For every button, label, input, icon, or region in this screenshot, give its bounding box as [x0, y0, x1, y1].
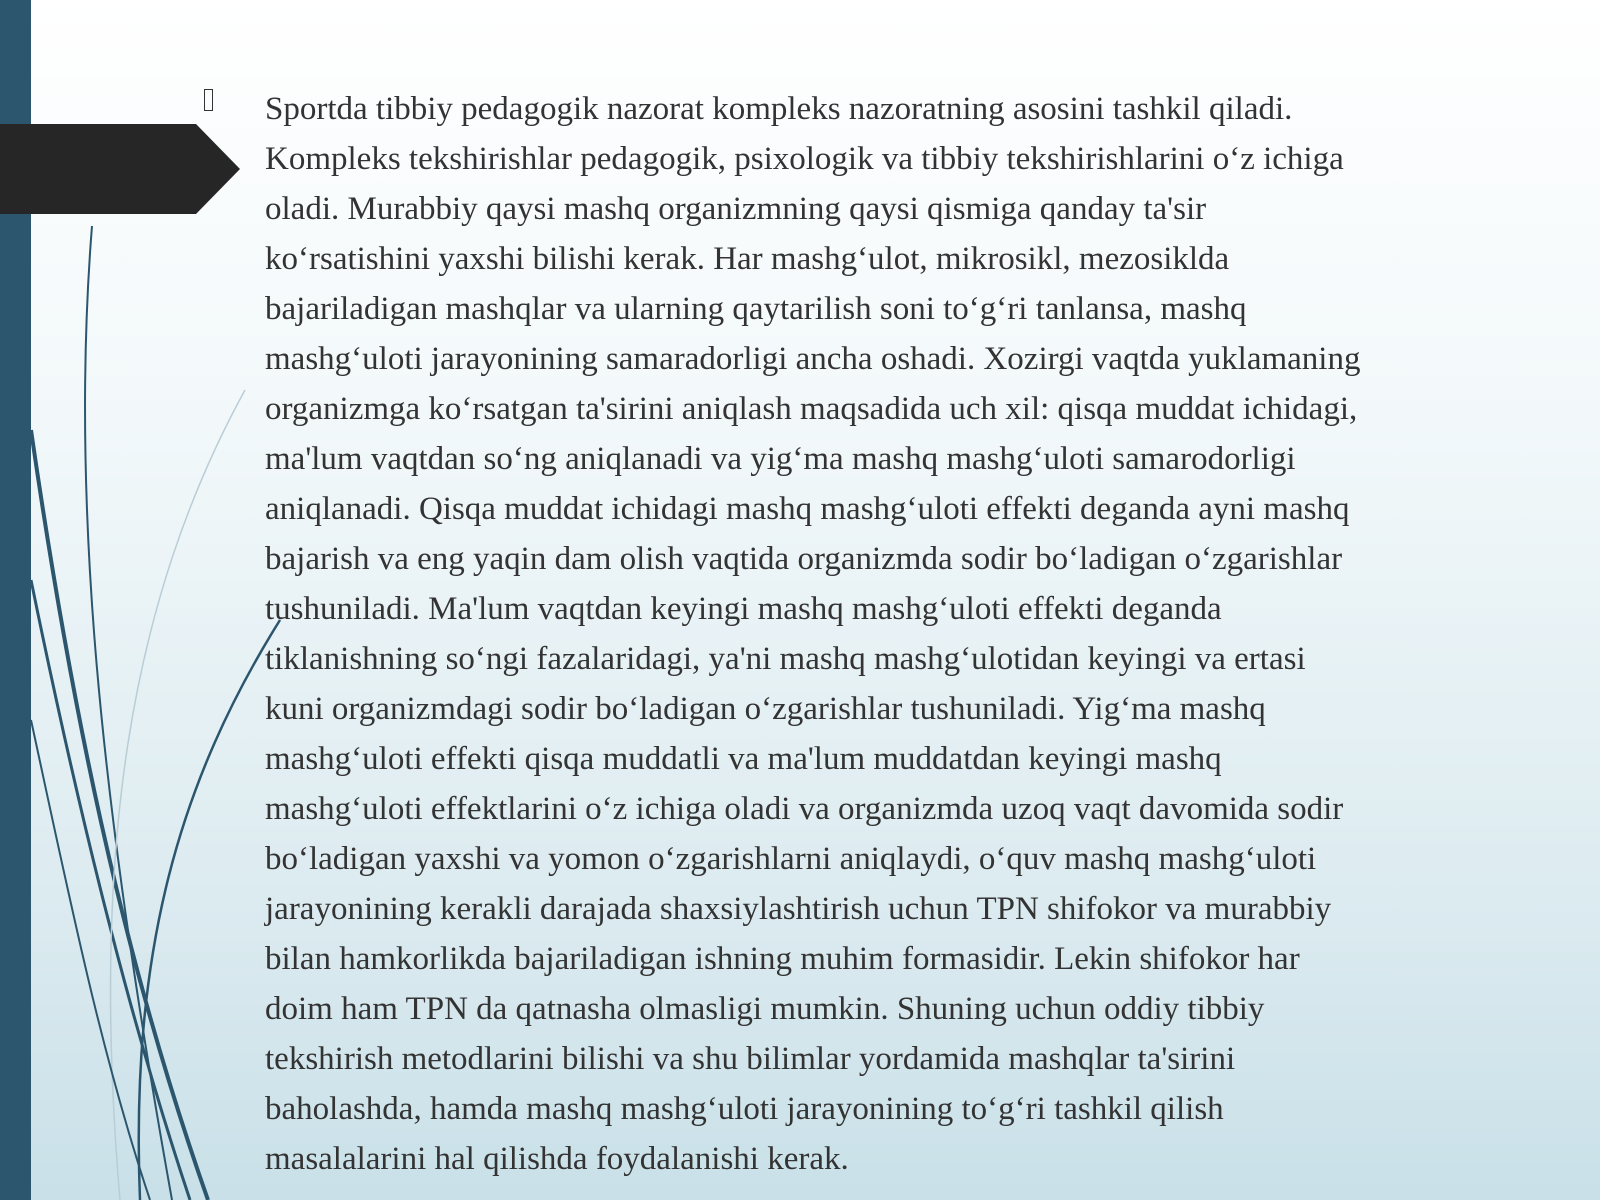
- text-line: ma'lum vaqtdan so‘ng aniqlanadi va yig‘ma mashq mashg‘uloti samarodorligi: [265, 441, 1296, 477]
- text-line: bilan hamkorlikda bajariladigan ishning muhim formasidir. Lekin shifokor har: [265, 941, 1300, 977]
- text-line: baholashda, hamda mashq mashg‘uloti jarayonining to‘g‘ri tashkil qilish: [265, 1091, 1224, 1127]
- text-line: mashg‘uloti effekti qisqa muddatli va ma'lum muddatdan keyingi mashq: [265, 741, 1222, 777]
- text-line: bajariladigan mashqlar va ularning qaytarilish soni to‘g‘ri tanlansa, mashq: [265, 291, 1247, 327]
- text-line: masalalarini hal qilishda foydalanishi kerak.: [265, 1141, 849, 1177]
- text-line: bo‘ladigan yaxshi va yomon o‘zgarishlarni aniqlaydi, o‘quv mashq mashg‘uloti: [265, 841, 1317, 877]
- text-line: organizmga ko‘rsatgan ta'sirini aniqlash maqsadida uch xil: qisqa muddat ichidagi,: [265, 391, 1358, 427]
- text-line: tekshirish metodlarini bilishi va shu bilimlar yordamida mashqlar ta'sirini: [265, 1041, 1236, 1077]
- text-line: Kompleks tekshirishlar pedagogik, psixologik va tibbiy tekshirishlarini o‘z ichiga: [265, 141, 1344, 177]
- text-line: doim ham TPN da qatnasha olmasligi mumkin. Shuning uchun oddiy tibbiy: [265, 991, 1265, 1027]
- text-line: Sportda tibbiy pedagogik nazorat kompleks nazoratning asosini tashkil qiladi.: [265, 91, 1293, 127]
- text-line: ko‘rsatishini yaxshi bilishi kerak. Har mashg‘ulot, mikrosikl, mezosiklda: [265, 241, 1230, 277]
- text-line: tushuniladi. Ma'lum vaqtdan keyingi mashq mashg‘uloti effekti deganda: [265, 591, 1222, 627]
- text-line: oladi. Murabbiy qaysi mashq organizmning qaysi qismiga qanday ta'sir: [265, 191, 1207, 227]
- text-line: mashg‘uloti jarayonining samaradorligi ancha oshadi. Xozirgi vaqtda yuklamaning: [265, 341, 1361, 377]
- text-line: aniqlanadi. Qisqa muddat ichidagi mashq mashg‘uloti effekti deganda ayni mashq: [265, 491, 1350, 527]
- decorative-curves: [0, 0, 300, 1200]
- text-line: kuni organizmdagi sodir bo‘ladigan o‘zgarishlar tushuniladi. Yig‘ma mashq: [265, 691, 1266, 727]
- body-paragraph: [265, 84, 1580, 1184]
- text-line: jarayonining kerakli darajada shaxsiylashtirish uchun TPN shifokor va murabbiy: [265, 891, 1332, 927]
- text-line: bajarish va eng yaqin dam olish vaqtida organizmda sodir bo‘ladigan o‘zgarishlar: [265, 541, 1343, 577]
- text-line: tiklanishning so‘ngi fazalaridagi, ya'ni mashq mashg‘ulotidan keyingi va ertasi: [265, 641, 1306, 677]
- bullet-icon: [204, 88, 213, 118]
- text-line: mashg‘uloti effektlarini o‘z ichiga oladi va organizmda uzoq vaqt davomida sodir: [265, 791, 1344, 827]
